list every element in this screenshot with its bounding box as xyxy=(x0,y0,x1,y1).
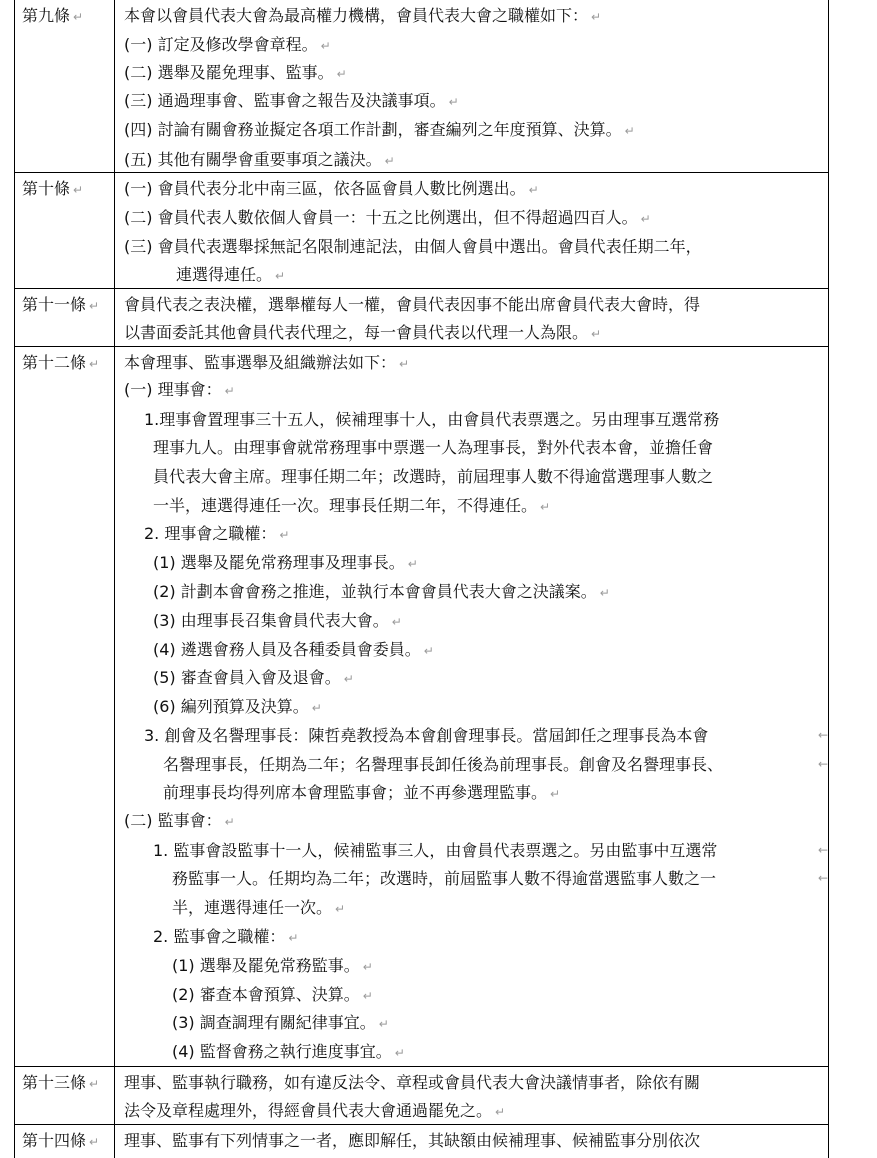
body-line: (1) 選舉及罷免常務監事。 ↵ xyxy=(172,956,373,975)
article-label-14: 第十四條 ↵ xyxy=(22,1131,100,1150)
body-line: 名譽理事長，任期為二年；名譽理事長卸任後為前理事長。創會及名譽理事長、 xyxy=(163,755,724,774)
body-line: 本會理事、監事選舉及組織辦法如下： ↵ xyxy=(124,353,410,372)
body-line: (3) 由理事長召集會員代表大會。 ↵ xyxy=(153,611,402,630)
table-border-right xyxy=(828,0,829,1158)
row-divider xyxy=(14,172,829,173)
line-wrap-arrow: ← xyxy=(818,728,829,742)
body-line: (五) 其他有關學會重要事項之議決。 ↵ xyxy=(124,150,395,169)
body-line: 會員代表之表決權，選舉權每人一權，會員代表因事不能出席會員代表大會時，得 xyxy=(124,295,701,314)
body-line: (5) 審查會員入會及退會。 ↵ xyxy=(153,668,354,687)
row-divider xyxy=(14,1124,829,1125)
body-line: 理事九人。由理事會就常務理事中票選一人為理事長，對外代表本會，並擔任會 xyxy=(153,438,714,457)
body-line: (1) 選舉及罷免常務理事及理事長。 ↵ xyxy=(153,553,418,572)
body-line: (3) 調查調理有關紀律事宜。 ↵ xyxy=(172,1013,389,1032)
body-line: (三) 會員代表選舉採無記名限制連記法，由個人會員中選出。會員代表任期二年， xyxy=(124,237,702,256)
body-line: 3. 創會及名譽理事長：陳哲堯教授為本會創會理事長。當屆卸任之理事長為本會 xyxy=(144,726,709,745)
body-line: 本會以會員代表大會為最高權力機構，會員代表大會之職權如下： ↵ xyxy=(124,6,602,25)
body-line: 法令及章程處理外，得經會員代表大會通過罷免之。 ↵ xyxy=(124,1101,506,1120)
body-line: (2) 審查本會預算、決算。 ↵ xyxy=(172,985,373,1004)
article-label-13: 第十三條 ↵ xyxy=(22,1073,100,1092)
body-line: (6) 編列預算及決算。 ↵ xyxy=(153,697,322,716)
body-line: 2. 理事會之職權： ↵ xyxy=(144,524,290,543)
article-label-11: 第十一條 ↵ xyxy=(22,295,100,314)
body-line: (4) 監督會務之執行進度事宜。 ↵ xyxy=(172,1042,405,1061)
article-label-10: 第十條 ↵ xyxy=(22,179,84,198)
article-label-9: 第九條 ↵ xyxy=(22,6,84,25)
body-line: 半，連選得連任一次。 ↵ xyxy=(172,898,346,917)
table-border-column xyxy=(114,0,115,1158)
body-line: (一) 理事會： ↵ xyxy=(124,380,235,399)
line-wrap-arrow: ← xyxy=(818,871,829,885)
row-divider xyxy=(14,1066,829,1067)
body-line: 連選得連任。 ↵ xyxy=(176,265,286,284)
body-line: 理事、監事執行職務，如有違反法令、章程或會員代表大會決議情事者，除依有關 xyxy=(124,1073,701,1092)
body-line: (4) 遴選會務人員及各種委員會委員。 ↵ xyxy=(153,640,434,659)
body-line: 以書面委託其他會員代表代理之，每一會員代表以代理一人為限。 ↵ xyxy=(124,323,602,342)
body-line: (四) 討論有關會務並擬定各項工作計劃，審查編列之年度預算、決算。 ↵ xyxy=(124,120,635,139)
body-line: (一) 會員代表分北中南三區，依各區會員人數比例選出。 ↵ xyxy=(124,179,539,198)
body-line: (二) 會員代表人數依個人會員一：十五之比例選出，但不得超過四百人。 ↵ xyxy=(124,208,651,227)
body-line: 1.理事會置理事三十五人，候補理事十人，由會員代表票選之。另由理事互選常務 xyxy=(144,410,720,429)
line-wrap-arrow: ← xyxy=(818,757,829,771)
body-line: 1. 監事會設監事十一人，候補監事三人，由會員代表票選之。另由監事中互選常 xyxy=(153,841,718,860)
body-line: 2. 監事會之職權： ↵ xyxy=(153,927,299,946)
body-line: 員代表大會主席。理事任期二年；改選時，前屆理事人數不得逾當選理事人數之 xyxy=(153,467,714,486)
table-border-left xyxy=(14,0,15,1158)
body-line: (一) 訂定及修改學會章程。 ↵ xyxy=(124,35,331,54)
body-line: (二) 選舉及罷免理事、監事。 ↵ xyxy=(124,63,347,82)
article-label-12: 第十二條 ↵ xyxy=(22,353,100,372)
row-divider xyxy=(14,288,829,289)
line-wrap-arrow: ← xyxy=(818,843,829,857)
body-line: 理事、監事有下列情事之一者，應即解任，其缺額由候補理事、候補監事分別依次 xyxy=(124,1131,701,1150)
body-line: (二) 監事會： ↵ xyxy=(124,811,235,830)
body-line: 前理事長均得列席本會理監事會；並不再參選理監事。 ↵ xyxy=(163,783,561,802)
body-line: (三) 通過理事會、監事會之報告及決議事項。 ↵ xyxy=(124,91,459,110)
body-line: 務監事一人。任期均為二年；改選時，前屆監事人數不得逾當選監事人數之一 xyxy=(172,869,717,888)
body-line: (2) 計劃本會會務之推進，並執行本會會員代表大會之決議案。 ↵ xyxy=(153,582,610,601)
body-line: 一半，連選得連任一次。理事長任期二年，不得連任。 ↵ xyxy=(153,496,551,515)
row-divider xyxy=(14,346,829,347)
